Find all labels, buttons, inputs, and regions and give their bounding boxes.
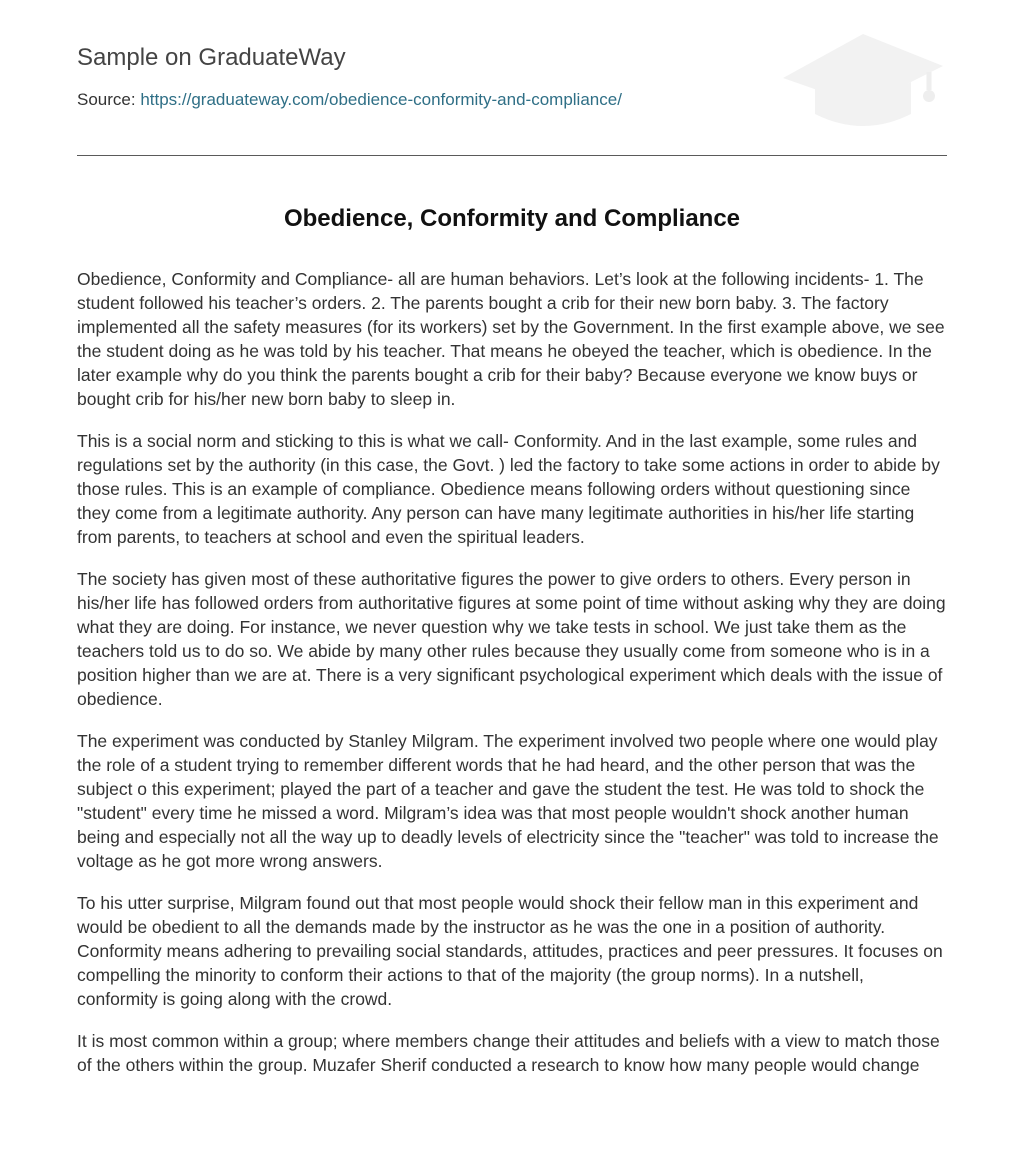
article-paragraph: Obedience, Conformity and Compliance- all are human behaviors. Let’s look at the following incidents- 1. The student followed his teacher’s orders. 2. The parents bought a crib for their new born baby. 3. The factory implemented all the safety measures (for its workers) set by the Government. In the first example above, we see the student doing as he was told by his teacher. That means he obeyed the teacher, which is obedience. In the later example why do you think the parents bought a crib for their baby? Because everyone we know buys or bought crib for his/her new born baby to sleep in. <box>77 269 945 409</box>
article-paragraph: This is a social norm and sticking to this is what we call- Conformity. And in the last example, some rules and regulations set by the authority (in this case, the Govt. ) led the factory to take some actions in order to abide by those rules. This is an example of compliance. Obedience means following orders without questioning since they come from a legitimate authority. Any person can have many legitimate authorities in his/her life starting from parents, to teachers at school and even the spiritual leaders. <box>77 431 940 547</box>
source-link[interactable]: https://graduateway.com/obedience-conformity-and-compliance/ <box>140 90 622 109</box>
article-paragraph: The society has given most of these authoritative figures the power to give orders to others. Every person in his/her life has followed orders from authoritative figures at some point of time without asking why they are doing what they are doing. For instance, we never question why we take tests in school. We just take them as the teachers told us to do so. We abide by many other rules because they usually come from someone who is in a position higher than we are at. There is a very significant psychological experiment which deals with the issue of obedience. <box>77 569 946 709</box>
source-label: Source: <box>77 90 136 109</box>
article-body <box>77 267 947 1095</box>
graduation-cap-icon <box>779 30 947 134</box>
article-paragraph: The experiment was conducted by Stanley Milgram. The experiment involved two people where one would play the role of a student trying to remember different words that he had heard, and the other person that was the subject o this experiment; played the part of a teacher and gave the student the test. He was told to shock the "student" every time he missed a word. Milgram’s idea was that most people wouldn't shock another human being and especially not all the way up to deadly levels of electricity since the "teacher" was told to increase the voltage as he got more wrong answers. <box>77 731 939 871</box>
site-name: Sample on GraduateWay <box>77 44 346 71</box>
header-divider <box>77 155 947 156</box>
article-paragraph: It is most common within a group; where members change their attitudes and beliefs with a view to match those of the others within the group. Muzafer Sherif conducted a research to know how many people would change <box>77 1031 940 1075</box>
source-line <box>77 90 622 110</box>
article-title: Obedience, Conformity and Compliance <box>283 205 741 232</box>
page-header <box>77 0 947 156</box>
article-paragraph: To his utter surprise, Milgram found out that most people would shock their fellow man in this experiment and would be obedient to all the demands made by the instructor as he was the one in a position of authority. Conformity means adhering to prevailing social standards, attitudes, practices and peer pressures. It focuses on compelling the minority to conform their actions to that of the majority (the group norms). In a nutshell, conformity is going along with the crowd. <box>77 893 943 1009</box>
